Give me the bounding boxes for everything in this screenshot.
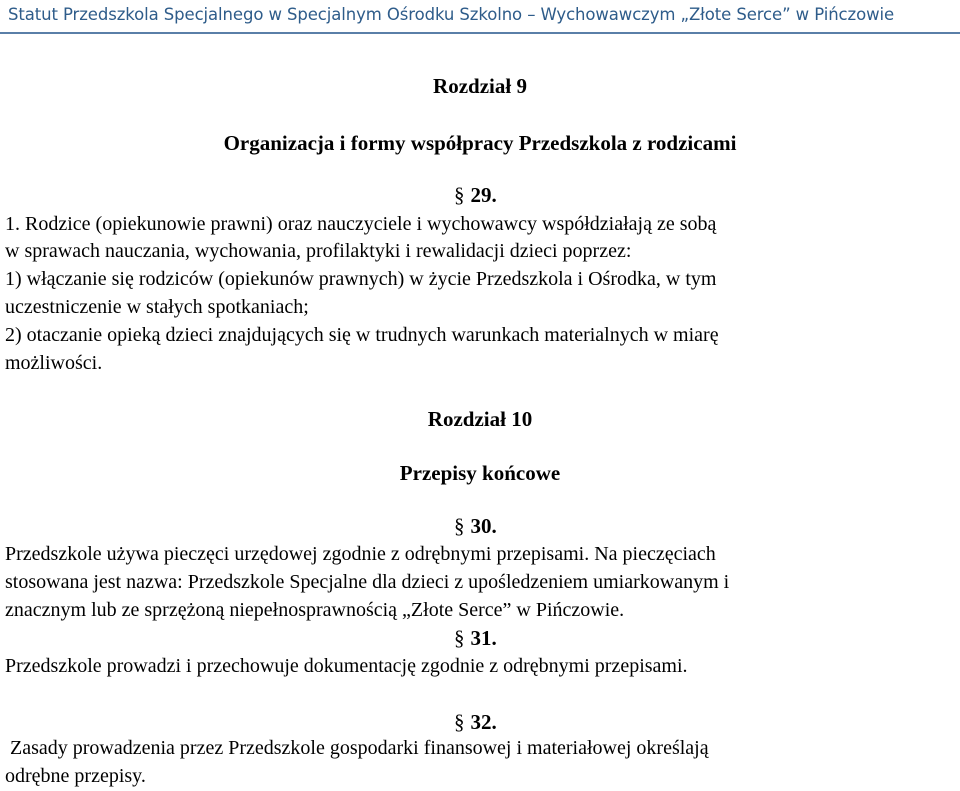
chapter-9-title: Organizacja i formy współpracy Przedszkola z rodzicami (223, 131, 737, 155)
header-title: Statut Przedszkola Specjalnego w Specjalnym Ośrodku Szkolno – Wychowawczym „Złote Serce” w Pińczowie (8, 5, 895, 24)
section-sign: § (454, 514, 465, 538)
section-30-line-2: stosowana jest nazwa: Przedszkole Specjalne dla dzieci z upośledzeniem umiarkowanym i (5, 571, 730, 593)
section-30-marker (454, 514, 497, 539)
page-header (0, 0, 960, 34)
section-number: 30. (470, 514, 497, 538)
section-number: 31. (470, 626, 497, 650)
section-32-marker (454, 710, 497, 735)
chapter-10-heading: Rozdział 10 (427, 407, 533, 431)
section-number: 32. (470, 710, 497, 734)
section-number: 29. (470, 183, 497, 207)
section-29-line-1: 1. Rodzice (opiekunowie prawni) oraz nauczyciele i wychowawcy współdziałają ze sobą (5, 213, 717, 235)
section-29-line-2: w sprawach nauczania, wychowania, profilaktyki i rewalidacji dzieci poprzez: (5, 240, 632, 262)
section-30-line-3: znacznym lub ze sprzężoną niepełnosprawnością „Złote Serce” w Pińczowie. (5, 599, 625, 621)
section-sign: § (454, 710, 465, 734)
section-30-line-1: Przedszkole używa pieczęci urzędowej zgodnie z odrębnymi przepisami. Na pieczęciach (5, 543, 716, 565)
section-29-line-5: 2) otaczanie opieką dzieci znajdujących się w trudnych warunkach materialnych w miarę (5, 324, 719, 346)
section-32-line-2: odrębne przepisy. (5, 765, 146, 787)
section-31-line-1: Przedszkole prowadzi i przechowuje dokumentację zgodnie z odrębnymi przepisami. (5, 655, 688, 677)
section-29-line-3: 1) włączanie się rodziców (opiekunów prawnych) w życie Przedszkola i Ośrodka, w tym (5, 268, 717, 290)
section-29-line-4: uczestniczenie w stałych spotkaniach; (5, 296, 309, 318)
section-31-marker (454, 626, 497, 651)
section-32-line-1: Zasady prowadzenia przez Przedszkole gospodarki finansowej i materiałowej określają (5, 737, 709, 759)
chapter-9-heading: Rozdział 9 (433, 74, 527, 98)
section-29-line-6: możliwości. (5, 352, 103, 374)
section-sign: § (454, 183, 465, 207)
section-sign: § (454, 626, 465, 650)
chapter-10-title: Przepisy końcowe (399, 461, 561, 485)
section-29-marker (454, 183, 497, 208)
